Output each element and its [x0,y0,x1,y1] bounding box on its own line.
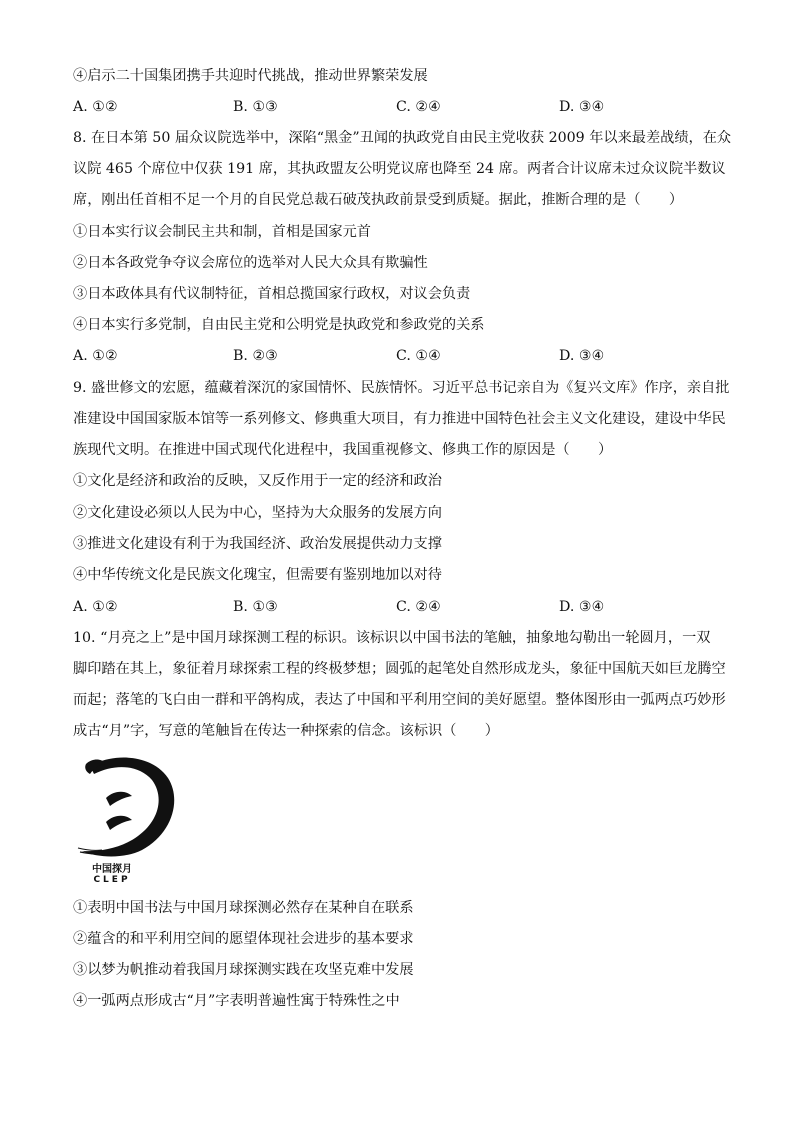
logo-text-en: CLEP [93,875,131,885]
q10-item-3: ③以梦为帆推动着我国月球探测实践在攻坚克难中发展 [73,962,414,978]
q10-stem-line-3: 而起；落笔的飞白由一群和平鸽构成，表达了中国和平利用空间的美好愿望。整体图形由一弧两点巧妙形 [73,692,726,708]
q9-stem-line-1: 9. 盛世修文的宏愿，蕴藏着深沉的家国情怀、民族情怀。习近平总书记亲自为《复兴文库》作序，亲自批 [73,380,730,396]
q7-option-b: B. ①③ [233,99,278,115]
moon-calligraphy-icon [76,752,180,862]
q7-option-c: C. ②④ [396,99,441,115]
clep-logo [76,752,180,888]
q9-stem-line-3: 族现代文明。在推进中国式现代化进程中，我国重视修文、修典工作的原因是（ ） [73,442,613,458]
q8-item-1: ①日本实行议会制民主共和制，首相是国家元首 [73,224,371,240]
q10-item-1: ①表明中国书法与中国月球探测必然存在某种自在联系 [73,900,414,916]
q9-item-2: ②文化建设必须以人民为中心，坚持为大众服务的发展方向 [73,505,442,521]
q7-item-4: ④启示二十国集团携手共迎时代挑战，推动世界繁荣发展 [73,68,428,84]
q7-option-a: A. ①② [73,99,118,115]
q8-stem-line-2: 议院 465 个席位中仅获 191 席，其执政盟友公明党议席也降至 24 席。两者合计议席未过众议院半数议 [73,161,726,177]
q9-item-3: ③推进文化建设有利于为我国经济、政治发展提供动力支撑 [73,536,442,552]
q7-options [73,97,713,117]
q8-option-b: B. ②③ [233,348,278,364]
q9-options [73,597,713,617]
q8-stem-line-1: 8. 在日本第 50 届众议院选举中，深陷“黑金”丑闻的执政党自由民主党收获 2009 年以来最差战绩，在众 [73,130,732,146]
q10-stem-line-2: 脚印踏在其上，象征着月球探索工程的终极梦想；圆弧的起笔处自然形成龙头，象征中国航天如巨龙腾空 [73,661,726,677]
q10-stem-line-1: 10. “月亮之上”是中国月球探测工程的标识。该标识以中国书法的笔触，抽象地勾勒出一轮圆月，一双 [73,630,711,646]
q9-option-b: B. ①③ [233,599,278,615]
q9-option-c: C. ②④ [396,599,441,615]
q10-item-4: ④一弧两点形成古“月”字表明普遍性寓于特殊性之中 [73,993,400,1009]
q8-option-a: A. ①② [73,348,118,364]
q7-option-d: D. ③④ [559,99,605,115]
q8-item-2: ②日本各政党争夺议会席位的选举对人民大众具有欺骗性 [73,255,428,271]
q10-item-2: ②蕴含的和平利用空间的愿望体现社会进步的基本要求 [73,931,414,947]
q8-option-c: C. ①④ [396,348,441,364]
q9-option-a: A. ①② [73,599,118,615]
q8-option-d: D. ③④ [559,348,605,364]
q8-item-4: ④日本实行多党制，自由民主党和公明党是执政党和参政党的关系 [73,317,485,333]
q8-item-3: ③日本政体具有代议制特征，首相总揽国家行政权，对议会负责 [73,286,471,302]
q9-option-d: D. ③④ [559,599,605,615]
q8-stem-line-3: 席，刚出任首相不足一个月的自民党总裁石破茂执政前景受到质疑。据此，推断合理的是（ ） [73,192,684,208]
q10-stem-line-4: 成古“月”字，写意的笔触旨在传达一种探索的信念。该标识（ ） [73,723,499,739]
q9-stem-line-2: 准建设中国国家版本馆等一系列修文、修典重大项目，有力推进中国特色社会主义文化建设，建设中华民 [73,411,726,427]
q9-item-4: ④中华传统文化是民族文化瑰宝，但需要有鉴别地加以对待 [73,567,442,583]
q8-options [73,346,713,366]
q9-item-1: ①文化是经济和政治的反映，又反作用于一定的经济和政治 [73,473,442,489]
logo-text-cn: 中国探月 [92,864,132,875]
